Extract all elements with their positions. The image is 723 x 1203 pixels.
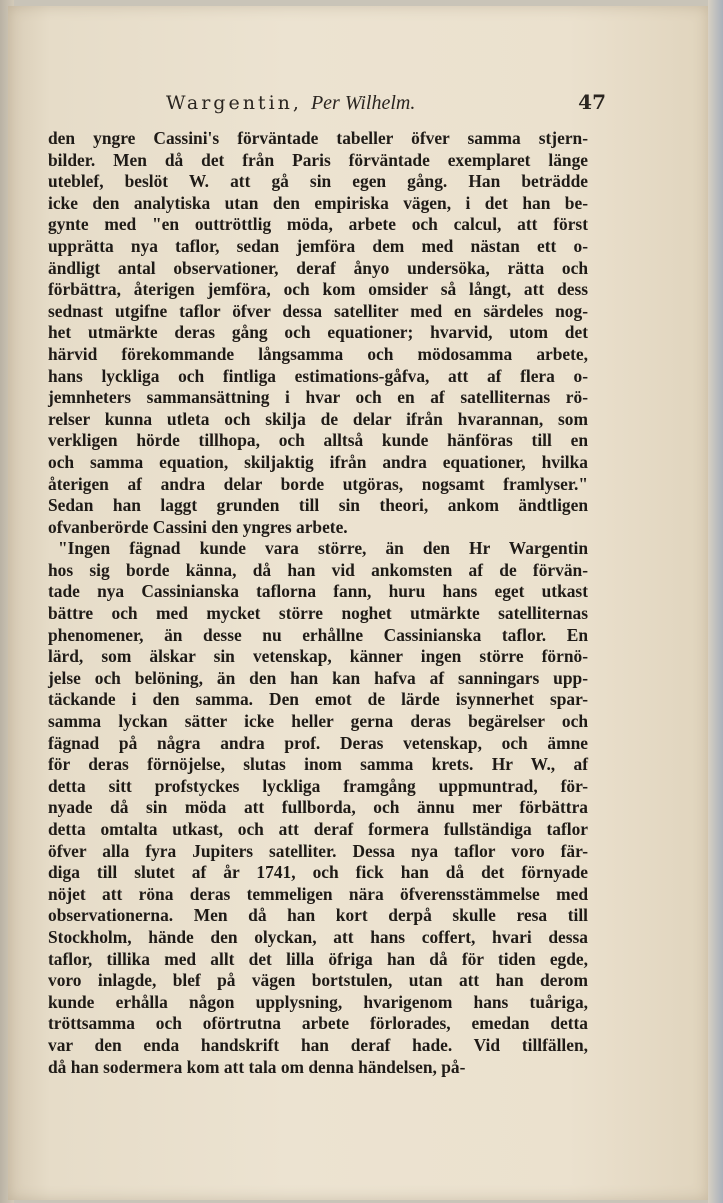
text-line: sednast utgifne taflor öfver dessa satelliter med en särdeles nog-: [48, 300, 588, 321]
body-text: [48, 128, 588, 1078]
text-line: tröttsamma och oförtrutna arbete förlorades, emedan detta: [48, 1013, 588, 1034]
text-line: kunde erhålla någon upplysning, hvarigenom hans tuåriga,: [48, 991, 588, 1012]
text-line: bilder. Men då det från Paris förväntade exemplaret länge: [48, 149, 588, 170]
text-line: hos sig borde känna, då han vid ankomsten af de förvän-: [48, 559, 588, 580]
text-line: uteblef, beslöt W. att gå sin egen gång. Han beträdde: [48, 171, 588, 192]
text-line: bättre och med mycket större noghet utmärkte satelliternas: [48, 603, 588, 624]
text-line: förbättra, återigen jemföra, och kom omsider så långt, att dess: [48, 279, 588, 300]
text-line: nöjet att röna deras temmeligen nära öfverensstämmelse med: [48, 883, 588, 904]
text-line: diga till slutet af år 1741, och fick han då det förnyade: [48, 862, 588, 883]
text-line: icke den analytiska utan den empiriska vägen, i det han be-: [48, 192, 588, 213]
text-line: verkligen hörde tillhopa, och alltså kunde hänföras till en: [48, 430, 588, 451]
text-line: ofvanberörde Cassini den yngres arbete.: [48, 516, 348, 537]
text-line: nyade då sin möda att fullborda, och ännu mer förbättra: [48, 797, 588, 818]
text-line: ändligt antal observationer, deraf ånyo undersöka, rätta och: [48, 257, 588, 278]
text-line: relser kunna utleta och skilja de delar ifrån hvarannan, som: [48, 408, 588, 429]
text-line: den yngre Cassini's förväntade tabeller öfver samma stjern-: [48, 128, 588, 148]
text-line: het utmärkte deras gång och equationer; hvarvid, utom det: [48, 322, 588, 343]
text-line: då han sodermera kom att tala om denna händelsen, på-: [48, 1056, 466, 1077]
text-line: täckande i den samma. Den emot de lärde isynnerhet spar-: [48, 689, 588, 710]
text-line: var den enda handskrift han deraf hade. Vid tillfällen,: [48, 1034, 588, 1055]
text-line: Stockholm, hände den olyckan, att hans coffert, hvari dessa: [48, 926, 588, 947]
text-line: phenomener, än desse nu erhållne Cassinianska taflor. En: [48, 624, 588, 645]
text-line: gynte med "en outtröttlig möda, arbete och calcul, att först: [48, 214, 588, 235]
page-edge: [708, 0, 723, 1203]
text-line: detta omtalta utkast, och att deraf formera fullständiga taflor: [48, 819, 588, 839]
text-line: jelse och belöning, än den han kan hafva af sanningars upp-: [48, 667, 588, 688]
text-line: återigen af andra delar borde utgöras, nogsamt framlyser.": [48, 473, 588, 494]
text-line: detta sitt profstyckes lyckliga framgång uppmuntrad, för-: [48, 775, 588, 796]
header-given-name: Per Wilhelm.: [310, 92, 416, 114]
text-line: härvid förekommande långsamma och mödosamma arbete,: [48, 343, 588, 364]
text-line: jemnheters sammansättning i hvar och en af satelliternas rö-: [48, 387, 588, 408]
text-line: upprätta nya taflor, sedan jemföra dem med nästan ett o-: [48, 235, 588, 256]
text-line: hans lyckliga och fintliga estimations-gåfva, att af flera o-: [48, 365, 588, 386]
text-line: öfver alla fyra Jupiters satelliter. Dessa nya taflor voro fär-: [48, 840, 588, 861]
text-line: observationerna. Men då han kort derpå skulle resa till: [48, 905, 588, 926]
running-header: [166, 90, 606, 115]
text-line: Sedan han laggt grunden till sin theori, ankom ändtligen: [48, 495, 588, 516]
header-separator: ,: [292, 92, 299, 114]
text-line: "Ingen fägnad kunde vara större, än den Hr Wargentin: [58, 538, 588, 559]
text-line: samma lyckan sätter icke heller gerna deras begärelser och: [48, 711, 588, 732]
text-line: för deras förnöjelse, slutas inom samma krets. Hr W., af: [48, 754, 588, 775]
text-line: tade nya Cassinianska taflorna fann, huru hans eget utkast: [48, 581, 588, 602]
text-line: taflor, tillika med allt det lilla öfriga han då för tiden egde,: [48, 948, 588, 969]
text-line: voro inlagde, blef på vägen bortstulen, utan att han derom: [48, 970, 588, 991]
text-line: lärd, som älskar sin vetenskap, känner ingen större förnö-: [48, 646, 588, 667]
header-surname: Wargentin: [166, 92, 293, 114]
text-line: fägnad på några andra prof. Deras vetenskap, och ämne: [48, 732, 588, 753]
page-number: 47: [578, 90, 606, 114]
text-line: och samma equation, skiljaktig ifrån andra equationer, hvilka: [48, 451, 588, 472]
